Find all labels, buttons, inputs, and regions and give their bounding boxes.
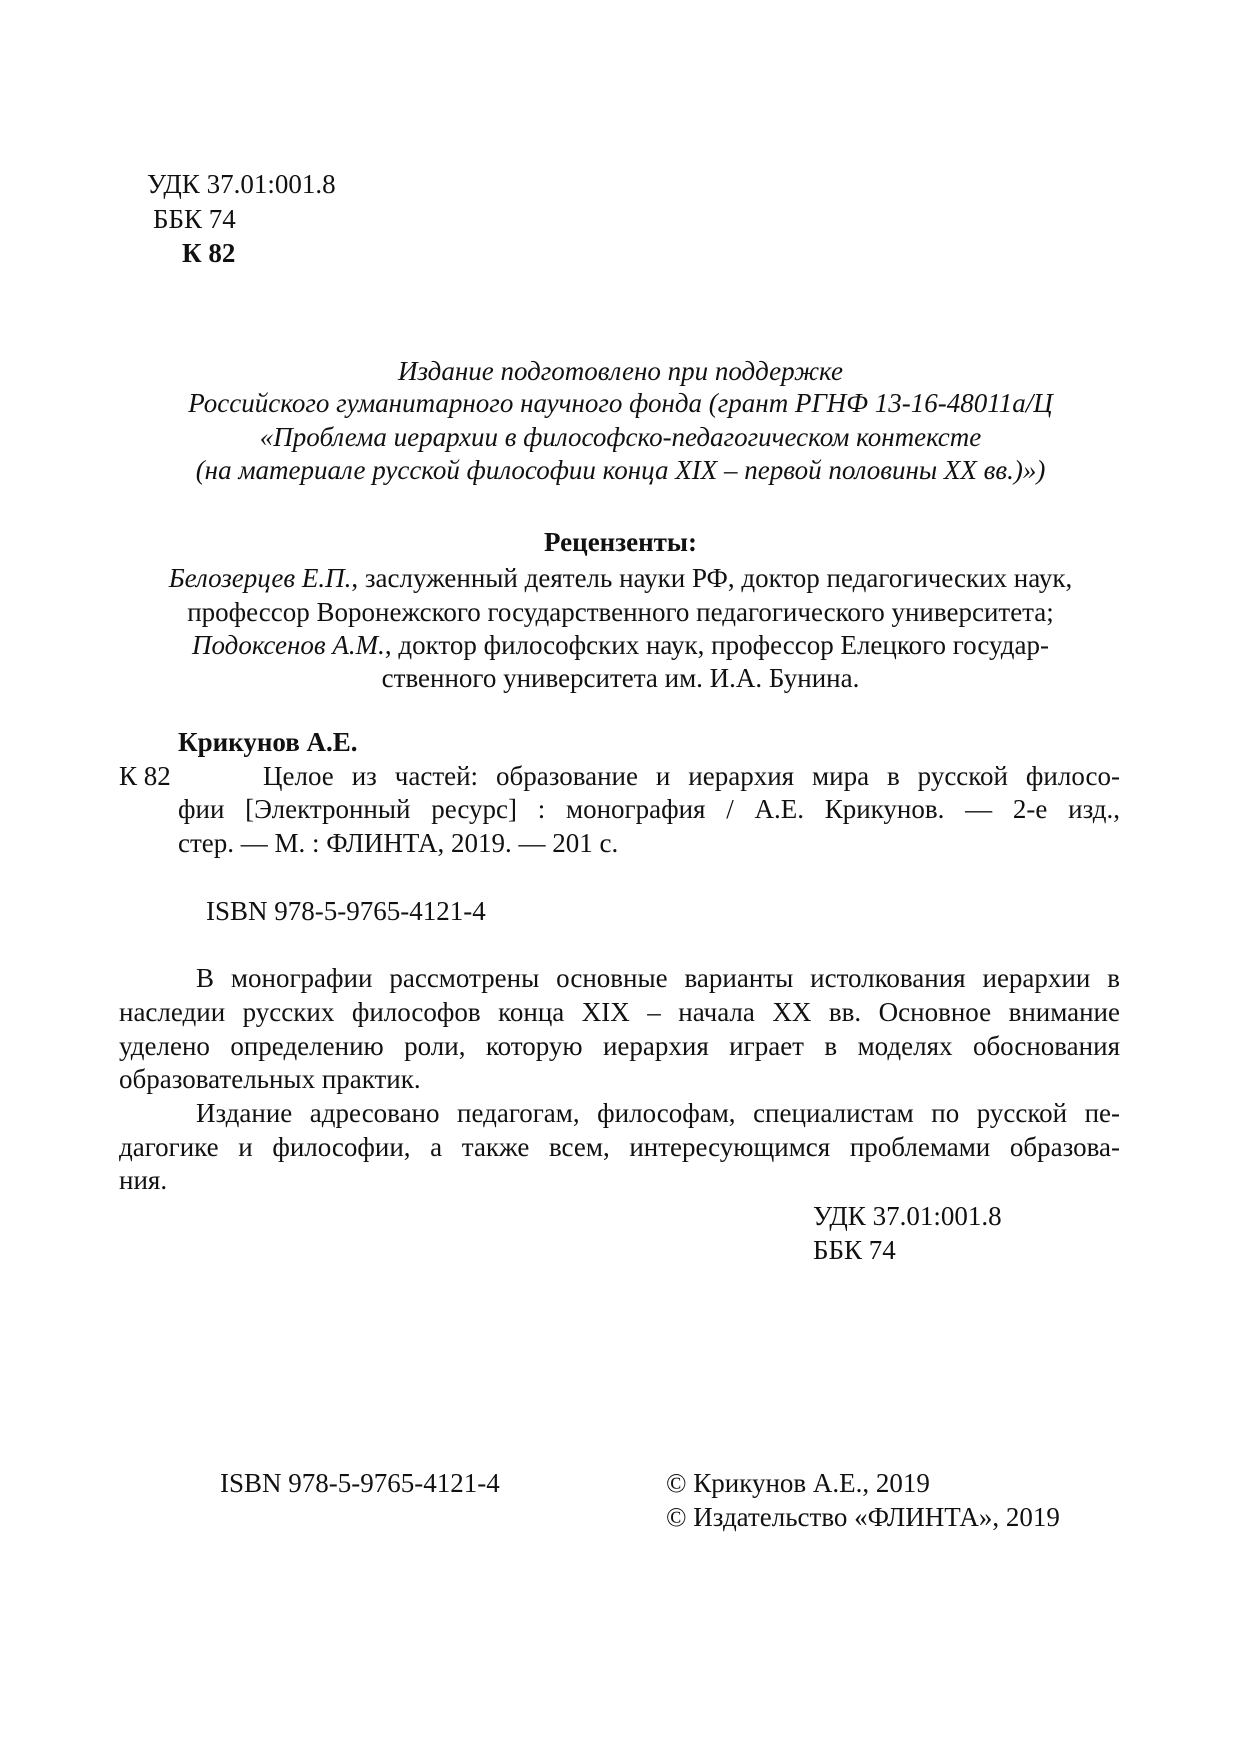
- reviewer-2-line-2: ственного университета им. И.А. Бунина.: [381, 663, 860, 693]
- biblio-isbn: ISBN 978-5-9765-4121-4: [206, 896, 486, 926]
- bbk-code: ББК 74: [153, 204, 236, 234]
- biblio-line-2: фии [Электронный ресурс] : монография / А.Е. Крикунов. — 2-е изд.,: [178, 794, 1120, 824]
- footer-isbn: ISBN 978-5-9765-4121-4: [220, 1468, 500, 1498]
- copyright-publisher: © Издательство «ФЛИНТА», 2019: [666, 1502, 1060, 1532]
- abstract-line-2: наследии русских философов конца XIX – начала XX вв. Основное внимание: [119, 997, 1120, 1027]
- grant-line-1: Издание подготовлено при поддержке: [398, 356, 843, 386]
- reviewer-1-line-2: профессор Воронежского государственного педагогического университета;: [187, 597, 1054, 627]
- reviewer-1-name: Белозерцев Е.П.: [168, 563, 352, 593]
- reviewers-heading: Рецензенты:: [544, 527, 697, 557]
- biblio-line-1: Целое из частей: образование и иерархия мира в русской филосо-: [263, 761, 1120, 791]
- abstract-bbk: ББК 74: [813, 1235, 896, 1265]
- grant-line-3: «Проблема иерархии в философско-педагогическом контексте: [259, 422, 982, 452]
- grant-line-2: Российского гуманитарного научного фонда (грант РГНФ 13-16-48011а/Ц: [188, 388, 1053, 418]
- biblio-mark: К 82: [119, 761, 171, 791]
- abstract-line-6: дагогике и философии, а также всем, интересующимся проблемами образова-: [119, 1132, 1120, 1162]
- author-mark: К 82: [182, 238, 236, 268]
- abstract-line-4: образовательных практик.: [119, 1064, 421, 1094]
- abstract-line-1: В монографии рассмотрены основные варианты истолкования иерархии в: [196, 963, 1120, 993]
- reviewer-2-line-1: Подоксенов А.М., доктор философских наук, профессор Елецкого государ-: [192, 630, 1049, 660]
- biblio-line-3: стер. — М. : ФЛИНТА, 2019. — 201 с.: [178, 828, 619, 858]
- biblio-author: Крикунов А.Е.: [178, 727, 358, 757]
- udk-code: УДК 37.01:001.8: [147, 169, 336, 199]
- abstract-udk: УДК 37.01:001.8: [813, 1201, 1002, 1231]
- abstract-line-7: ния.: [119, 1165, 168, 1195]
- reviewer-2-name: Подоксенов А.М.: [192, 630, 385, 660]
- reviewer-1-line-1: Белозерцев Е.П., заслуженный деятель науки РФ, доктор педагогических наук,: [168, 563, 1073, 593]
- abstract-line-3: уделено определению роли, которую иерархия играет в моделях обоснования: [119, 1031, 1120, 1061]
- grant-line-4: (на материале русской философии конца XIX – первой половины XX вв.)»): [195, 455, 1046, 485]
- copyright-author: © Крикунов А.Е., 2019: [666, 1468, 930, 1498]
- abstract-line-5: Издание адресовано педагогам, философам, специалистам по русской пе-: [196, 1098, 1120, 1128]
